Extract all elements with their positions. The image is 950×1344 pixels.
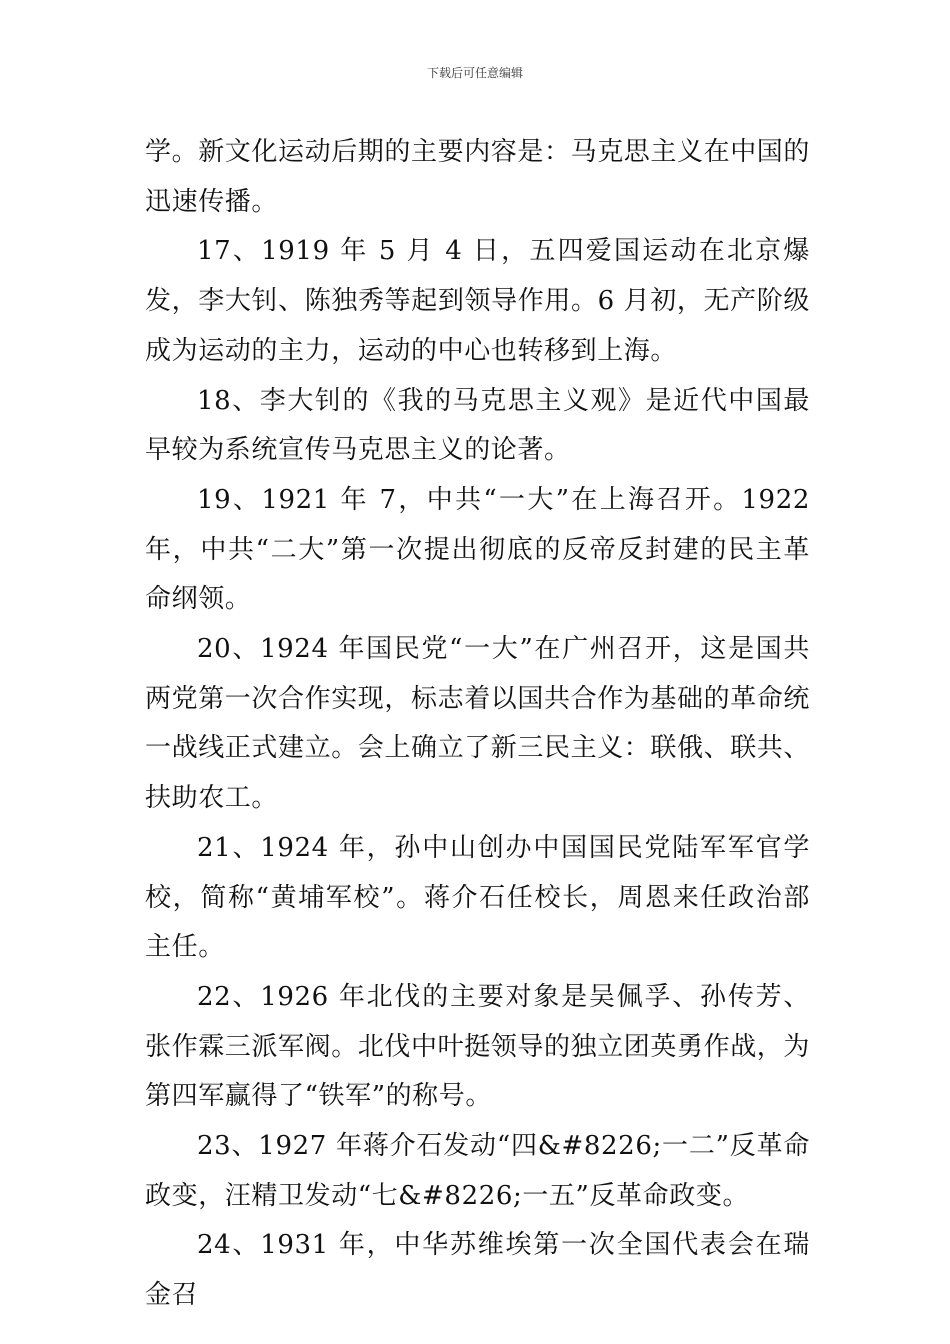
document-body — [145, 128, 810, 1321]
paragraph-item-22: 22、1926 年北伐的主要对象是吴佩孚、孙传芳、张作霖三派军阀。北伐中叶挺领导的独立团英勇作战，为第四军赢得了“铁军”的称号。 — [145, 981, 811, 1112]
paragraph-item-17: 17、1919 年 5 月 4 日，五四爱国运动在北京爆发，李大钊、陈独秀等起到领导作用。6 月初，无产阶级成为运动的主力，运动的中心也转移到上海。 — [145, 236, 810, 366]
paragraph-item-24: 24、1931 年，中华苏维埃第一次全国代表会在瑞金召 — [145, 1230, 810, 1311]
paragraph-continuation: 学。新文化运动后期的主要内容是：马克思主义在中国的迅速传播。 — [145, 137, 811, 217]
paragraph-item-18: 18、李大钊的《我的马克思主义观》是近代中国最早较为系统宣传马克思主义的论著。 — [145, 385, 810, 466]
paragraph-item-19: 19、1921 年 7，中共“一大”在上海召开。1922 年，中共“二大”第一次提出彻底的反帝反封建的民主革命纲领。 — [145, 484, 810, 615]
page-header: 下载后可任意编辑 — [426, 66, 523, 80]
paragraph-item-21: 21、1924 年，孙中山创办中国国民党陆军军官学校，简称“黄埔军校”。蒋介石任校长，周恩来任政治部主任。 — [145, 832, 810, 963]
paragraph-item-20: 20、1924 年国民党“一大”在广州召开，这是国共两党第一次合作实现，标志着以国共合作为基础的革命统一战线正式建立。会上确立了新三民主义：联俄、联共、扶助农工。 — [145, 634, 811, 814]
paragraph-item-23: 23、1927 年蒋介石发动“四&#8226;一二”反革命政变，汪精卫发动“七&#8226;一五”反革命政变。 — [145, 1131, 810, 1211]
